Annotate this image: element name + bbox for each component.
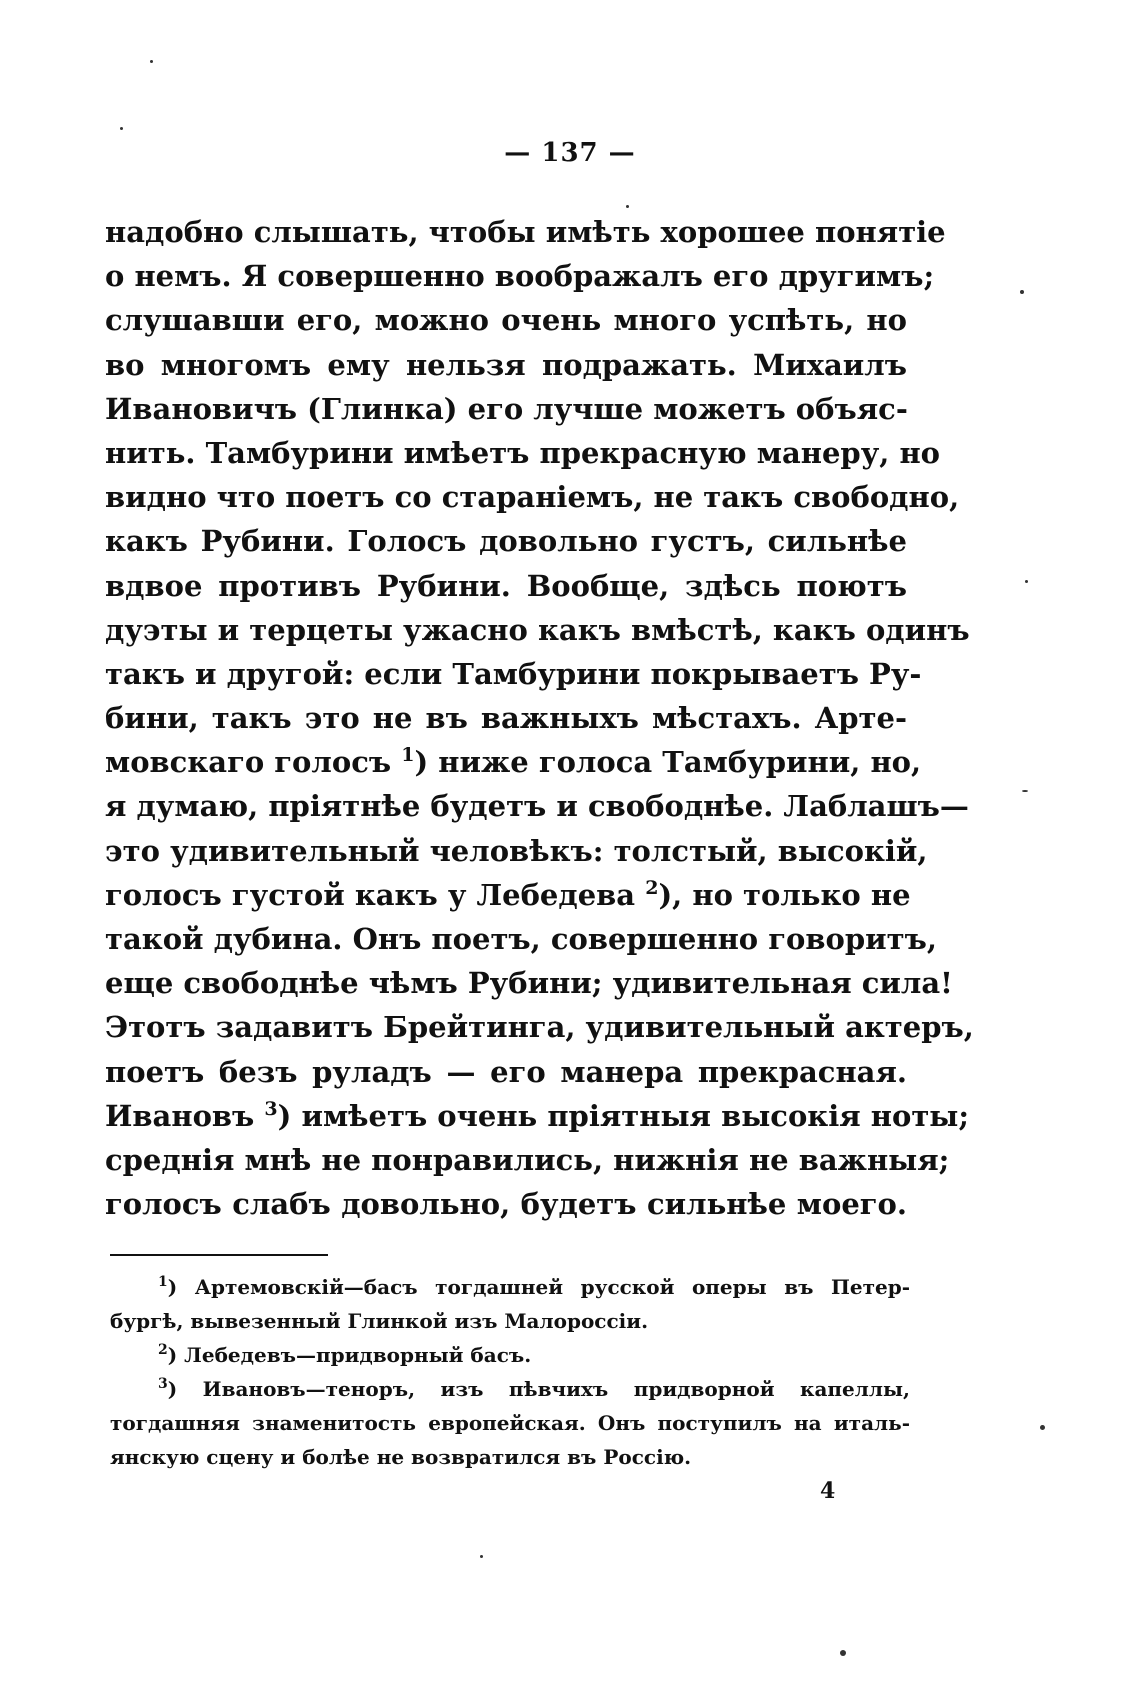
footnote-ref: 1 — [401, 744, 415, 767]
scan-speck — [1025, 580, 1028, 583]
text-line: голосъ слабъ довольно, будетъ сильнѣе моего. — [105, 1187, 907, 1222]
scan-speck — [150, 60, 153, 63]
scan-speck — [626, 205, 629, 208]
text-line: такъ и другой: если Тамбурини покрываетъ Ру- — [105, 656, 922, 691]
scan-speck — [480, 1555, 483, 1558]
text-segment: Ивановъ — [105, 1098, 265, 1133]
text-line: надобно слышать, чтобы имѣть хорошее понятіе — [105, 215, 946, 249]
text-line: это удивительный человѣкъ: толстый, высокій, — [105, 833, 928, 868]
text-segment: голосъ густой какъ у Лебедева — [105, 877, 646, 912]
footnote-text: бургѣ, вывезенный Глинкой изъ Малороссіи. — [110, 1309, 649, 1333]
text-line: я думаю, пріятнѣе будетъ и свободнѣе. Лаблашъ— — [105, 789, 969, 824]
footnote-line — [110, 1270, 910, 1304]
text-line: бини, такъ это не въ важныхъ мѣстахъ. Арте- — [105, 701, 907, 736]
scan-speck — [1020, 290, 1024, 294]
text-line: вдвое противъ Рубини. Вообще, здѣсь поютъ — [105, 568, 907, 603]
footnote-line — [110, 1338, 910, 1372]
footnote-number: 2 — [158, 1342, 168, 1358]
footnote-line — [110, 1406, 910, 1440]
text-line: такой дубина. Онъ поетъ, совершенно говоритъ, — [105, 922, 937, 956]
text-line: нить. Тамбурини имѣетъ прекрасную манеру, но — [105, 435, 941, 470]
footnote-number: 3 — [158, 1376, 168, 1392]
footnote-text: тогдашняя знаменитость европейская. Онъ поступилъ на италь- — [110, 1411, 910, 1435]
text-segment: ) ниже голоса Тамбурини, но, — [414, 745, 922, 780]
text-line: какъ Рубини. Голосъ довольно густъ, сильнѣе — [105, 524, 907, 559]
text-line: поетъ безъ руладъ — его манера прекрасная. — [105, 1054, 907, 1089]
text-line: во многомъ ему нельзя подражать. Михаилъ — [105, 347, 907, 382]
text-line: еще свободнѣе чѣмъ Рубини; удивительная сила! — [105, 966, 953, 1001]
footnote-text: ) Лебедевъ—придворный басъ. — [167, 1343, 532, 1367]
footnote-line — [110, 1304, 910, 1338]
text-line — [105, 873, 911, 917]
text-line: среднія мнѣ не понравились, нижнія не важныя; — [105, 1142, 950, 1177]
footnote-text: янскую сцену и болѣе не возвратился въ Россію. — [110, 1445, 692, 1469]
text-line: о немъ. Я совершенно воображалъ его другимъ; — [105, 259, 935, 294]
scan-speck — [1040, 1425, 1045, 1430]
scan-speck — [1022, 790, 1028, 792]
footnote-number: 1 — [158, 1274, 168, 1290]
signature-mark: 4 — [820, 1478, 836, 1504]
footnote-text: ) Артемовскій—басъ тогдашней русской оперы въ Петер- — [167, 1275, 910, 1299]
text-line: дуэты и терцеты ужасно какъ вмѣстѣ, какъ одинъ — [105, 612, 970, 647]
footnote-line — [110, 1440, 910, 1474]
body-text — [105, 210, 974, 1226]
text-line: Этотъ задавитъ Брейтинга, удивительный актеръ, — [105, 1010, 974, 1045]
text-line: слушавши его, можно очень много успѣть, но — [105, 303, 907, 338]
footnote-divider — [110, 1254, 328, 1256]
text-segment: мовскаго голосъ — [105, 745, 402, 780]
footnote-ref: 3 — [264, 1097, 278, 1120]
text-line: Ивановичъ (Глинка) его лучше можетъ объяс- — [105, 391, 908, 426]
footnote-line — [110, 1372, 910, 1406]
text-segment: ), но только не — [658, 877, 911, 912]
footnote-ref: 2 — [645, 876, 659, 899]
text-line: видно что поетъ со стараніемъ, не такъ свободно, — [105, 480, 960, 515]
footnotes — [110, 1270, 910, 1474]
text-line — [105, 1094, 970, 1138]
scan-speck — [120, 127, 123, 130]
text-line — [105, 740, 922, 784]
scan-speck — [840, 1650, 846, 1656]
footnote-text: ) Ивановъ—теноръ, изъ пѣвчихъ придворной капеллы, — [167, 1377, 910, 1401]
page-number: — 137 — — [504, 138, 636, 168]
text-segment: ) имѣетъ очень пріятныя высокія ноты; — [277, 1098, 970, 1133]
